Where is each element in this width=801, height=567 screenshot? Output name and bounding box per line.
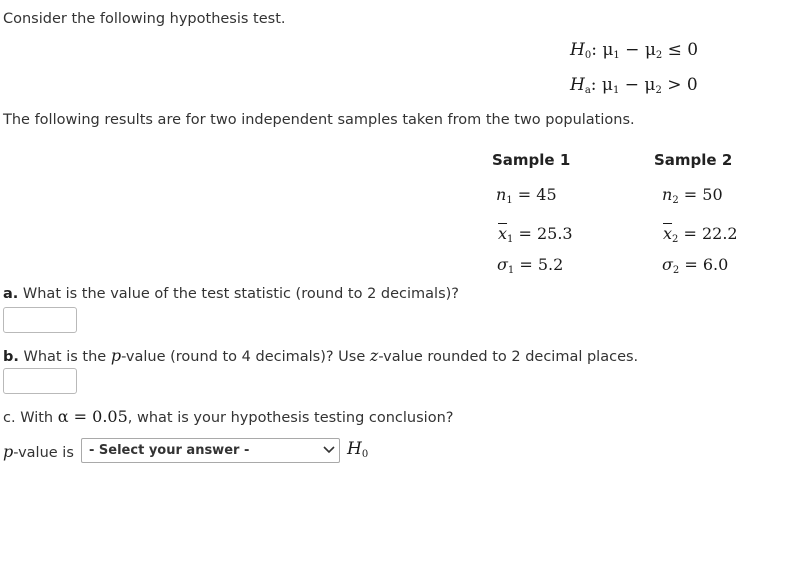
p-value-label: p-value is	[3, 442, 74, 461]
sample-2-sigma: $\sigma_2 = 6.0$	[662, 255, 729, 276]
sample-1-sigma: $\sigma_1 = 5.2$	[497, 255, 564, 276]
results-text: The following results are for two independent samples taken from the two populations.	[3, 112, 635, 128]
sample-1-n: $n_1 = 45$	[496, 185, 557, 206]
question-a: a. What is the value of the test statistic (round to 2 decimals)?	[3, 286, 459, 302]
alternative-hypothesis: $H_a$: $\mu_1 - \mu_2 > 0$	[570, 75, 698, 96]
sample-2-mean: $\overline{x}_2 = 22.2$	[663, 224, 738, 245]
null-hypothesis: $H_0$: $\mu_1 - \mu_2 \le 0$	[570, 40, 699, 61]
question-b: b. What is the p-value (round to 4 decimals)? Use z-value rounded to 2 decimal places.	[3, 346, 639, 365]
question-c: c. With α = 0.05, what is your hypothesis testing conclusion?	[3, 407, 454, 426]
sample-1-header: Sample 1	[492, 151, 571, 169]
conclusion-select[interactable]	[81, 438, 340, 463]
sample-2-n: $n_2 = 50$	[662, 185, 723, 206]
sample-2-header: Sample 2	[654, 151, 733, 169]
chevron-down-icon	[323, 444, 335, 459]
p-value-input[interactable]	[3, 368, 77, 394]
sample-1-mean: $\overline{x}_1 = 25.3$	[498, 224, 573, 245]
test-statistic-input[interactable]	[3, 307, 77, 333]
conclusion-h0: $H_0$	[347, 439, 369, 460]
conclusion-select-value: - Select your answer -	[89, 443, 250, 458]
intro-text: Consider the following hypothesis test.	[3, 11, 286, 27]
